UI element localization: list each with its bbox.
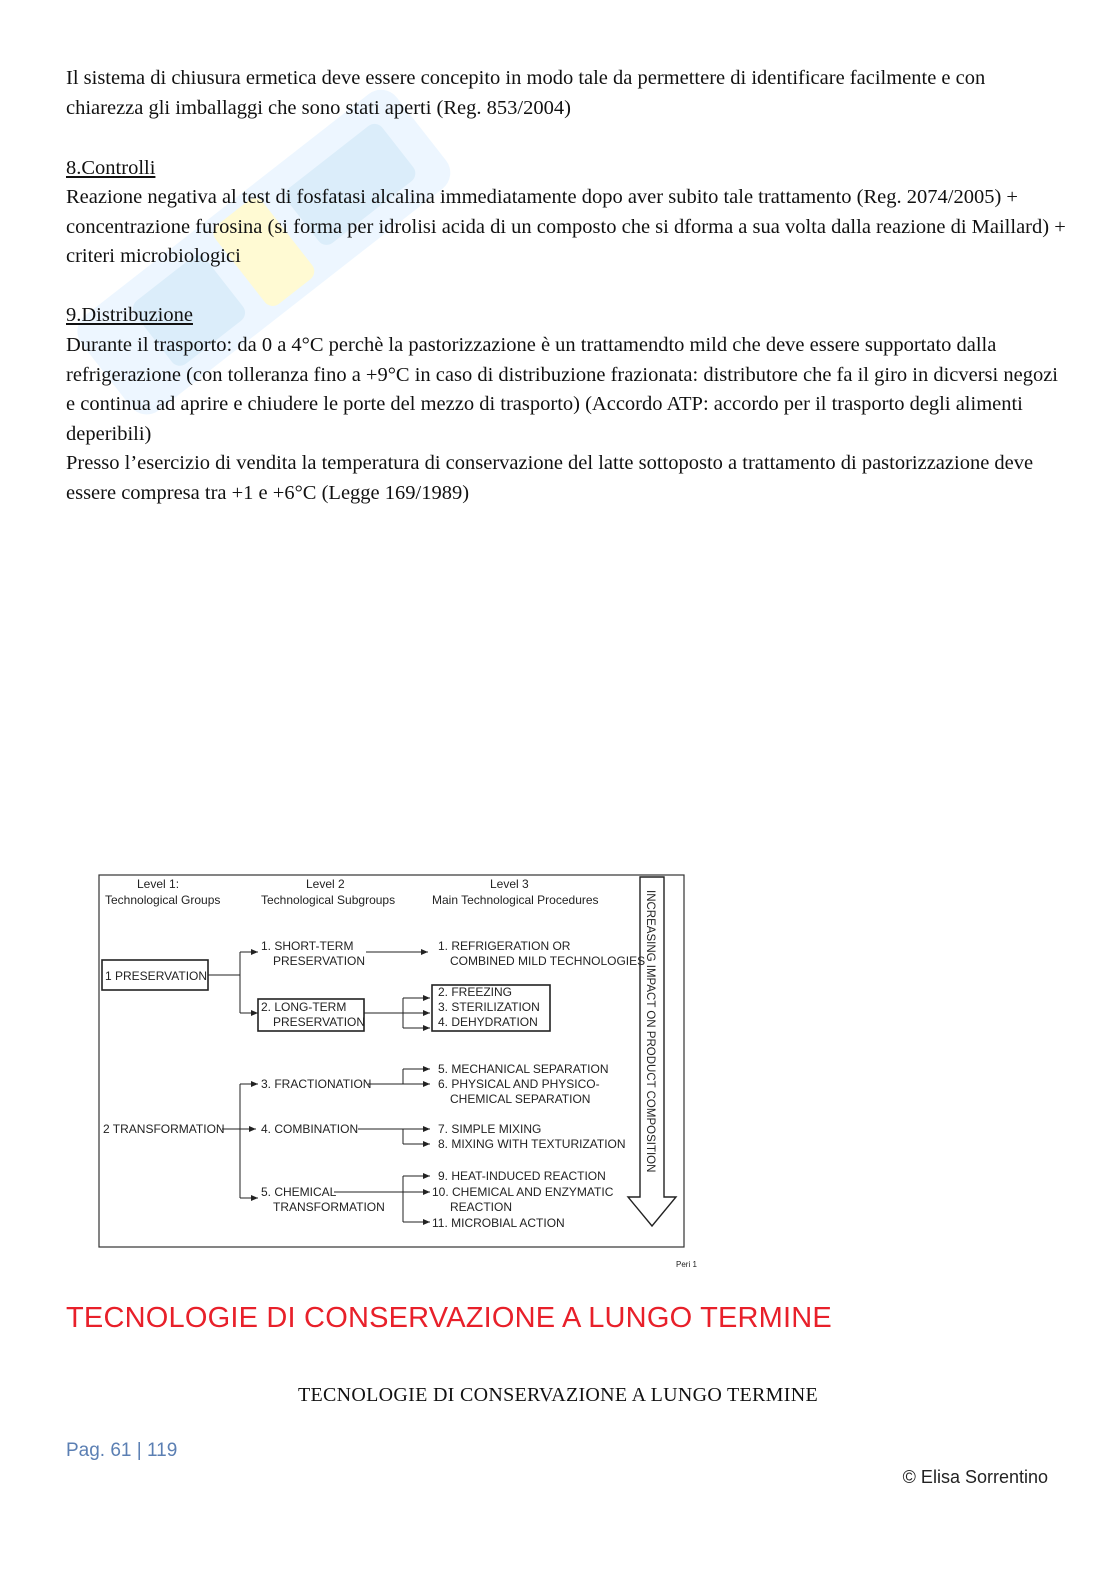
procedure7: 7. SIMPLE MIXING [438, 1122, 542, 1136]
level2-subtitle: Technological Subgroups [261, 893, 396, 907]
procedure11: 11. MICROBIAL ACTION [432, 1216, 565, 1230]
level1-title: Level 1: [137, 877, 180, 891]
procedure1-line2: COMBINED MILD TECHNOLOGIES [450, 954, 646, 968]
paragraph-closure: Il sistema di chiusura ermetica deve essere concepito in modo tale da permettere di identificare facilmente e con chiarezza gli imballaggi che sono stati aperti (Reg. 853/2004) [66, 67, 986, 119]
figure-source-note: Peri 1 [676, 1260, 697, 1269]
heading-distribuzione: 9.Distribuzione [66, 304, 193, 326]
subgroup3: 3. FRACTIONATION [261, 1077, 372, 1091]
level1-subtitle: Technological Groups [105, 893, 221, 907]
procedure5: 5. MECHANICAL SEPARATION [438, 1062, 609, 1076]
technology-classification-diagram [98, 872, 708, 1272]
level2-title: Level 2 [306, 877, 345, 891]
impact-arrow-label: INCREASING IMPACT ON PRODUCT COMPOSITION [644, 890, 656, 1173]
center-caption: TECNOLOGIE DI CONSERVAZIONE A LUNGO TERMINE [298, 1384, 818, 1406]
procedure9: 9. HEAT-INDUCED REACTION [438, 1169, 606, 1183]
procedure4: 4. DEHYDRATION [438, 1015, 538, 1029]
subgroup4: 4. COMBINATION [261, 1122, 359, 1136]
paragraph-distribuzione-transport: Durante il trasporto: da 0 a 4°C perchè la pastorizzazione è un trattamendto mild che deve essere supportato dalla refrigerazione (con tolleranza fino a +9°C in caso di distribuzione frazionata: distributore che fa il giro in dicversi negozi e continua ad aprire e chiudere le porte del mezzo di trasporto) (Accordo ATP: accordo per il trasporto degli alimenti deperibili) [66, 334, 1058, 445]
subgroup1-line2: PRESERVATION [273, 954, 366, 968]
group1-label: 1 PRESERVATION [105, 969, 208, 983]
subgroup5-line1: 5. CHEMICAL [261, 1185, 337, 1199]
procedure1-line1: 1. REFRIGERATION OR [438, 939, 571, 953]
paragraph-controlli: Reazione negativa al test di fosfatasi alcalina immediatamente dopo aver subito tale trattamento (Reg. 2074/2005) + concentrazione furosina (si forma per idrolisi acida di un composto che si dforma a sua volta dalla reazione di Maillard) + criteri microbiologici [66, 186, 1066, 268]
procedure2: 2. FREEZING [438, 985, 513, 999]
procedure3: 3. STERILIZATION [438, 1000, 540, 1014]
subgroup5-line2: TRANSFORMATION [273, 1200, 385, 1214]
procedure10-line1: 10. CHEMICAL AND ENZYMATIC [432, 1185, 614, 1199]
copyright: © Elisa Sorrentino [902, 1467, 1048, 1487]
procedure6-line1: 6. PHYSICAL AND PHYSICO- [438, 1077, 600, 1091]
level3-title: Level 3 [490, 877, 529, 891]
group2-label: 2 TRANSFORMATION [103, 1122, 225, 1136]
procedure6-line2: CHEMICAL SEPARATION [450, 1092, 591, 1106]
procedure8: 8. MIXING WITH TEXTURIZATION [438, 1137, 626, 1151]
subgroup2-line2: PRESERVATION [273, 1015, 366, 1029]
level3-subtitle: Main Technological Procedures [432, 893, 599, 907]
heading-controlli: 8.Controlli [66, 157, 156, 179]
section-title: TECNOLOGIE DI CONSERVAZIONE A LUNGO TERMINE [66, 1302, 832, 1334]
paragraph-distribuzione-sale: Presso l’esercizio di vendita la temperatura di conservazione del latte sottoposto a trattamento di pastorizzazione deve essere compresa tra +1 e +6°C (Legge 169/1989) [66, 452, 1034, 504]
subgroup2-line1: 2. LONG-TERM [261, 1000, 347, 1014]
subgroup1-line1: 1. SHORT-TERM [261, 939, 354, 953]
page-number: Pag. 61 | 119 [66, 1440, 178, 1461]
procedure10-line2: REACTION [450, 1200, 513, 1214]
